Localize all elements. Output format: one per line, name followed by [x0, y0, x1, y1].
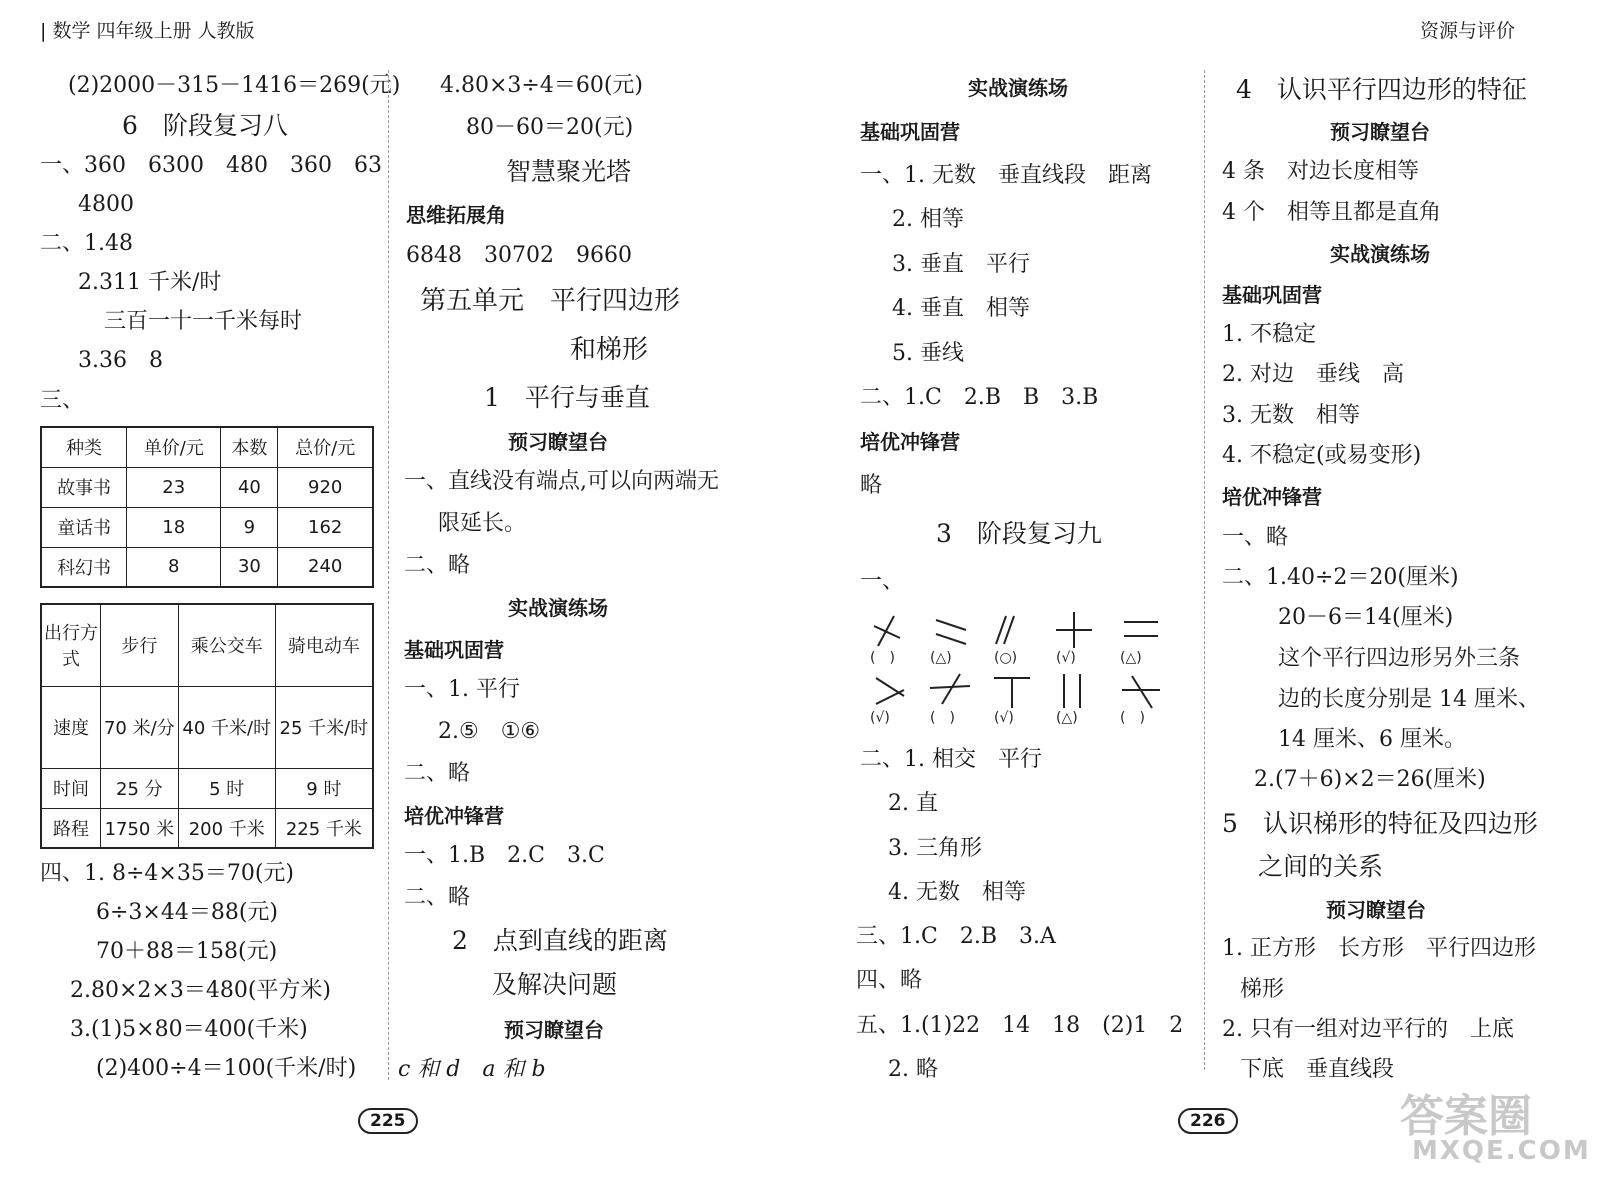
col1-line: 3.36 8 [78, 348, 163, 373]
col2-line: 限延长。 [438, 511, 527, 536]
col2-line: 一、1.B 2.C 3.C [404, 843, 605, 868]
table-cell: 40 千米/时 [178, 686, 275, 768]
subsection-title: 预习瞭望台 [1326, 898, 1426, 922]
col3-line: 四、略 [856, 968, 923, 993]
line-pair-5 [1124, 622, 1158, 636]
col2-line: 二、略 [404, 761, 471, 786]
table-cell: 920 [278, 467, 373, 507]
answer-mark: ( ) [930, 710, 955, 726]
subsection-title: 思维拓展角 [406, 203, 506, 227]
table-header: 总价/元 [278, 427, 373, 467]
subsection-title: 基础巩固营 [1222, 283, 1322, 307]
table-cell: 路程 [41, 808, 101, 848]
table-header: 骑电动车 [275, 604, 373, 686]
col4-line: 边的长度分别是 14 厘米、 [1278, 687, 1540, 712]
table-cell: 25 分 [101, 768, 179, 808]
table-cell: 30 [221, 547, 278, 587]
table-cell: 科幻书 [41, 547, 127, 587]
table-cell: 8 [127, 547, 221, 587]
line-pair-4 [1056, 612, 1092, 648]
col4-line: 下底 垂直线段 [1240, 1057, 1395, 1082]
col4-line: 20－6＝14(厘米) [1278, 605, 1454, 630]
line-pair-8 [994, 678, 1030, 708]
line-pair-2 [936, 620, 966, 644]
col4-line: 4. 不稳定(或易变形) [1222, 443, 1422, 468]
unit-title: 第五单元 平行四边形 [420, 286, 681, 316]
col3-line: 4. 垂直 相等 [892, 296, 1030, 321]
table-cell: 225 千米 [275, 808, 373, 848]
answer-mark: ( ) [870, 650, 895, 666]
col2-line: 2.⑤ ①⑥ [438, 719, 541, 744]
col3-line: 4. 无数 相等 [888, 880, 1026, 905]
header-left-text: 数学 四年级上册 人教版 [52, 20, 255, 42]
table-cell: 5 时 [178, 768, 275, 808]
subsection-title: 培优冲锋营 [404, 804, 504, 828]
table-header: 出行方式 [41, 604, 101, 686]
page-number-left: 225 [358, 1108, 418, 1134]
line-pair-7 [930, 674, 970, 704]
col2-line: 一、1. 平行 [404, 677, 520, 702]
subsection-title: 基础巩固营 [860, 120, 960, 144]
line-relation-figure [870, 608, 1170, 728]
col1-line: 二、1.48 [40, 231, 133, 256]
col2-line: 6848 30702 9660 [406, 243, 632, 268]
watermark-logo: 答案圈 [1400, 1091, 1532, 1142]
col1-line: 2.311 千米/时 [78, 270, 222, 295]
answer-mark: ( ) [1120, 710, 1145, 726]
column-divider [1204, 70, 1205, 1070]
header-left: | 数学 四年级上册 人教版 [40, 20, 255, 42]
col3-line: 2. 相等 [892, 207, 964, 232]
col1-line: 2.80×2×3＝480(平方米) [70, 978, 332, 1003]
col4-line: 1. 不稳定 [1222, 322, 1316, 347]
section-title: 1 平行与垂直 [484, 383, 650, 412]
table-header: 步行 [101, 604, 179, 686]
table-cell: 23 [127, 467, 221, 507]
table-header: 本数 [221, 427, 278, 467]
answer-mark: (△) [930, 650, 952, 666]
subsection-title: 预习瞭望台 [1330, 120, 1430, 144]
price-table [40, 426, 374, 588]
table-header: 乘公交车 [178, 604, 275, 686]
subsection-title: 基础巩固营 [404, 638, 504, 662]
col4-line: 4 个 相等且都是直角 [1222, 200, 1441, 225]
col1-line: 70＋88＝158(元) [96, 939, 278, 964]
table-cell: 240 [278, 547, 373, 587]
subsection-title: 预习瞭望台 [508, 430, 608, 454]
col3-line: 略 [860, 473, 883, 498]
line-pair-10 [1122, 676, 1160, 708]
col1-line: 一、360 6300 480 360 63 [40, 153, 382, 178]
col3-line: 五、1.(1)22 14 18 (2)1 2 [856, 1013, 1184, 1038]
table-cell: 25 千米/时 [275, 686, 373, 768]
col4-line: 2. 只有一组对边平行的 上底 [1222, 1017, 1514, 1042]
col2-line: 80－60＝20(元) [466, 115, 634, 140]
table-cell: 1750 米 [101, 808, 179, 848]
col3-line: 2. 直 [888, 791, 938, 816]
table-cell: 70 米/分 [101, 686, 179, 768]
subsection-title: 培优冲锋营 [860, 430, 960, 454]
section-title: 智慧聚光塔 [506, 157, 632, 186]
col3-line: 3. 三角形 [888, 836, 982, 861]
subsection-title: 实战演练场 [968, 76, 1068, 100]
section-title: 2 点到直线的距离 [452, 926, 668, 955]
column-divider [388, 70, 389, 1080]
col1-line: 四、1. 8÷4×35＝70(元) [40, 861, 294, 886]
col4-line: 2. 对边 垂线 高 [1222, 362, 1404, 387]
line-pair-3 [996, 616, 1014, 644]
col2-line: 二、略 [404, 553, 471, 578]
section-title: 及解决问题 [492, 970, 618, 999]
col4-line: 一、略 [1222, 525, 1289, 550]
col4-line: 14 厘米、6 厘米。 [1278, 727, 1466, 752]
table-cell: 速度 [41, 686, 101, 768]
answer-mark: (√) [994, 710, 1014, 726]
col3-line: 5. 垂线 [892, 341, 964, 366]
table-cell: 162 [278, 507, 373, 547]
header-right: 资源与评价 [1420, 20, 1516, 42]
col1-line: (2)400÷4＝100(千米/时) [96, 1056, 357, 1081]
table-cell: 故事书 [41, 467, 127, 507]
col4-line: 梯形 [1240, 977, 1285, 1002]
col1-line: 4800 [78, 192, 134, 217]
subsection-title: 实战演练场 [1330, 242, 1430, 266]
line-pair-6 [876, 678, 904, 704]
travel-table [40, 603, 374, 849]
section-title: 之间的关系 [1258, 852, 1384, 881]
page-number-right: 226 [1178, 1108, 1238, 1134]
subsection-title: 实战演练场 [508, 596, 608, 620]
table-header: 种类 [41, 427, 127, 467]
col1-line: 6÷3×44＝88(元) [96, 900, 279, 925]
col2-line: 二、略 [404, 885, 471, 910]
table-cell: 40 [221, 467, 278, 507]
unit-title: 和梯形 [570, 335, 649, 365]
section-title: 5 认识梯形的特征及四边形 [1222, 809, 1538, 838]
section-title: 3 阶段复习九 [936, 519, 1102, 548]
col1-line: 3.(1)5×80＝400(千米) [70, 1017, 308, 1042]
col1-line: 三、 [40, 388, 85, 413]
answer-mark: (√) [870, 710, 890, 726]
col3-line: 二、1.C 2.B B 3.B [860, 385, 1099, 410]
col1-line: (2)2000－315－1416＝269(元) [68, 73, 401, 98]
table-cell: 200 千米 [178, 808, 275, 848]
col3-line: 二、1. 相交 平行 [860, 747, 1042, 772]
col2-line: 一、直线没有端点,可以向两端无 [404, 469, 719, 494]
section-title: 6 阶段复习八 [122, 111, 288, 140]
col2-line: 4.80×3÷4＝60(元) [440, 73, 644, 98]
col4-line: 3. 无数 相等 [1222, 403, 1360, 428]
col3-line: 一、1. 无数 垂直线段 距离 [860, 163, 1152, 188]
col3-line: 2. 略 [888, 1057, 938, 1082]
col3-line: 3. 垂直 平行 [892, 252, 1030, 277]
subsection-title: 培优冲锋营 [1222, 485, 1322, 509]
col4-line: 1. 正方形 长方形 平行四边形 [1222, 936, 1536, 961]
col4-line: 二、1.40÷2＝20(厘米) [1222, 565, 1459, 590]
col4-line: 2.(7＋6)×2＝26(厘米) [1254, 767, 1486, 792]
answer-mark: (○) [994, 650, 1018, 666]
table-cell: 9 [221, 507, 278, 547]
table-cell: 童话书 [41, 507, 127, 547]
line-pair-9 [1064, 674, 1080, 708]
col4-line: 这个平行四边形另外三条 [1278, 646, 1521, 671]
line-pair-1 [874, 616, 900, 646]
col1-line: 三百一十一千米每时 [104, 309, 303, 334]
col4-line: 4 条 对边长度相等 [1222, 159, 1419, 184]
col3-line: 一、 [860, 569, 905, 594]
answer-mark: (△) [1120, 650, 1142, 666]
answer-mark: (△) [1056, 710, 1078, 726]
watermark-url: MXQE.COM [1412, 1136, 1591, 1166]
col3-line: 三、1.C 2.B 3.A [856, 924, 1056, 949]
section-title: 4 认识平行四边形的特征 [1236, 75, 1527, 104]
table-cell: 18 [127, 507, 221, 547]
table-cell: 9 时 [275, 768, 373, 808]
table-cell: 时间 [41, 768, 101, 808]
col2-line: c 和 d a 和 b [398, 1057, 546, 1082]
table-header: 单价/元 [127, 427, 221, 467]
subsection-title: 预习瞭望台 [504, 1018, 604, 1042]
answer-mark: (√) [1056, 650, 1076, 666]
